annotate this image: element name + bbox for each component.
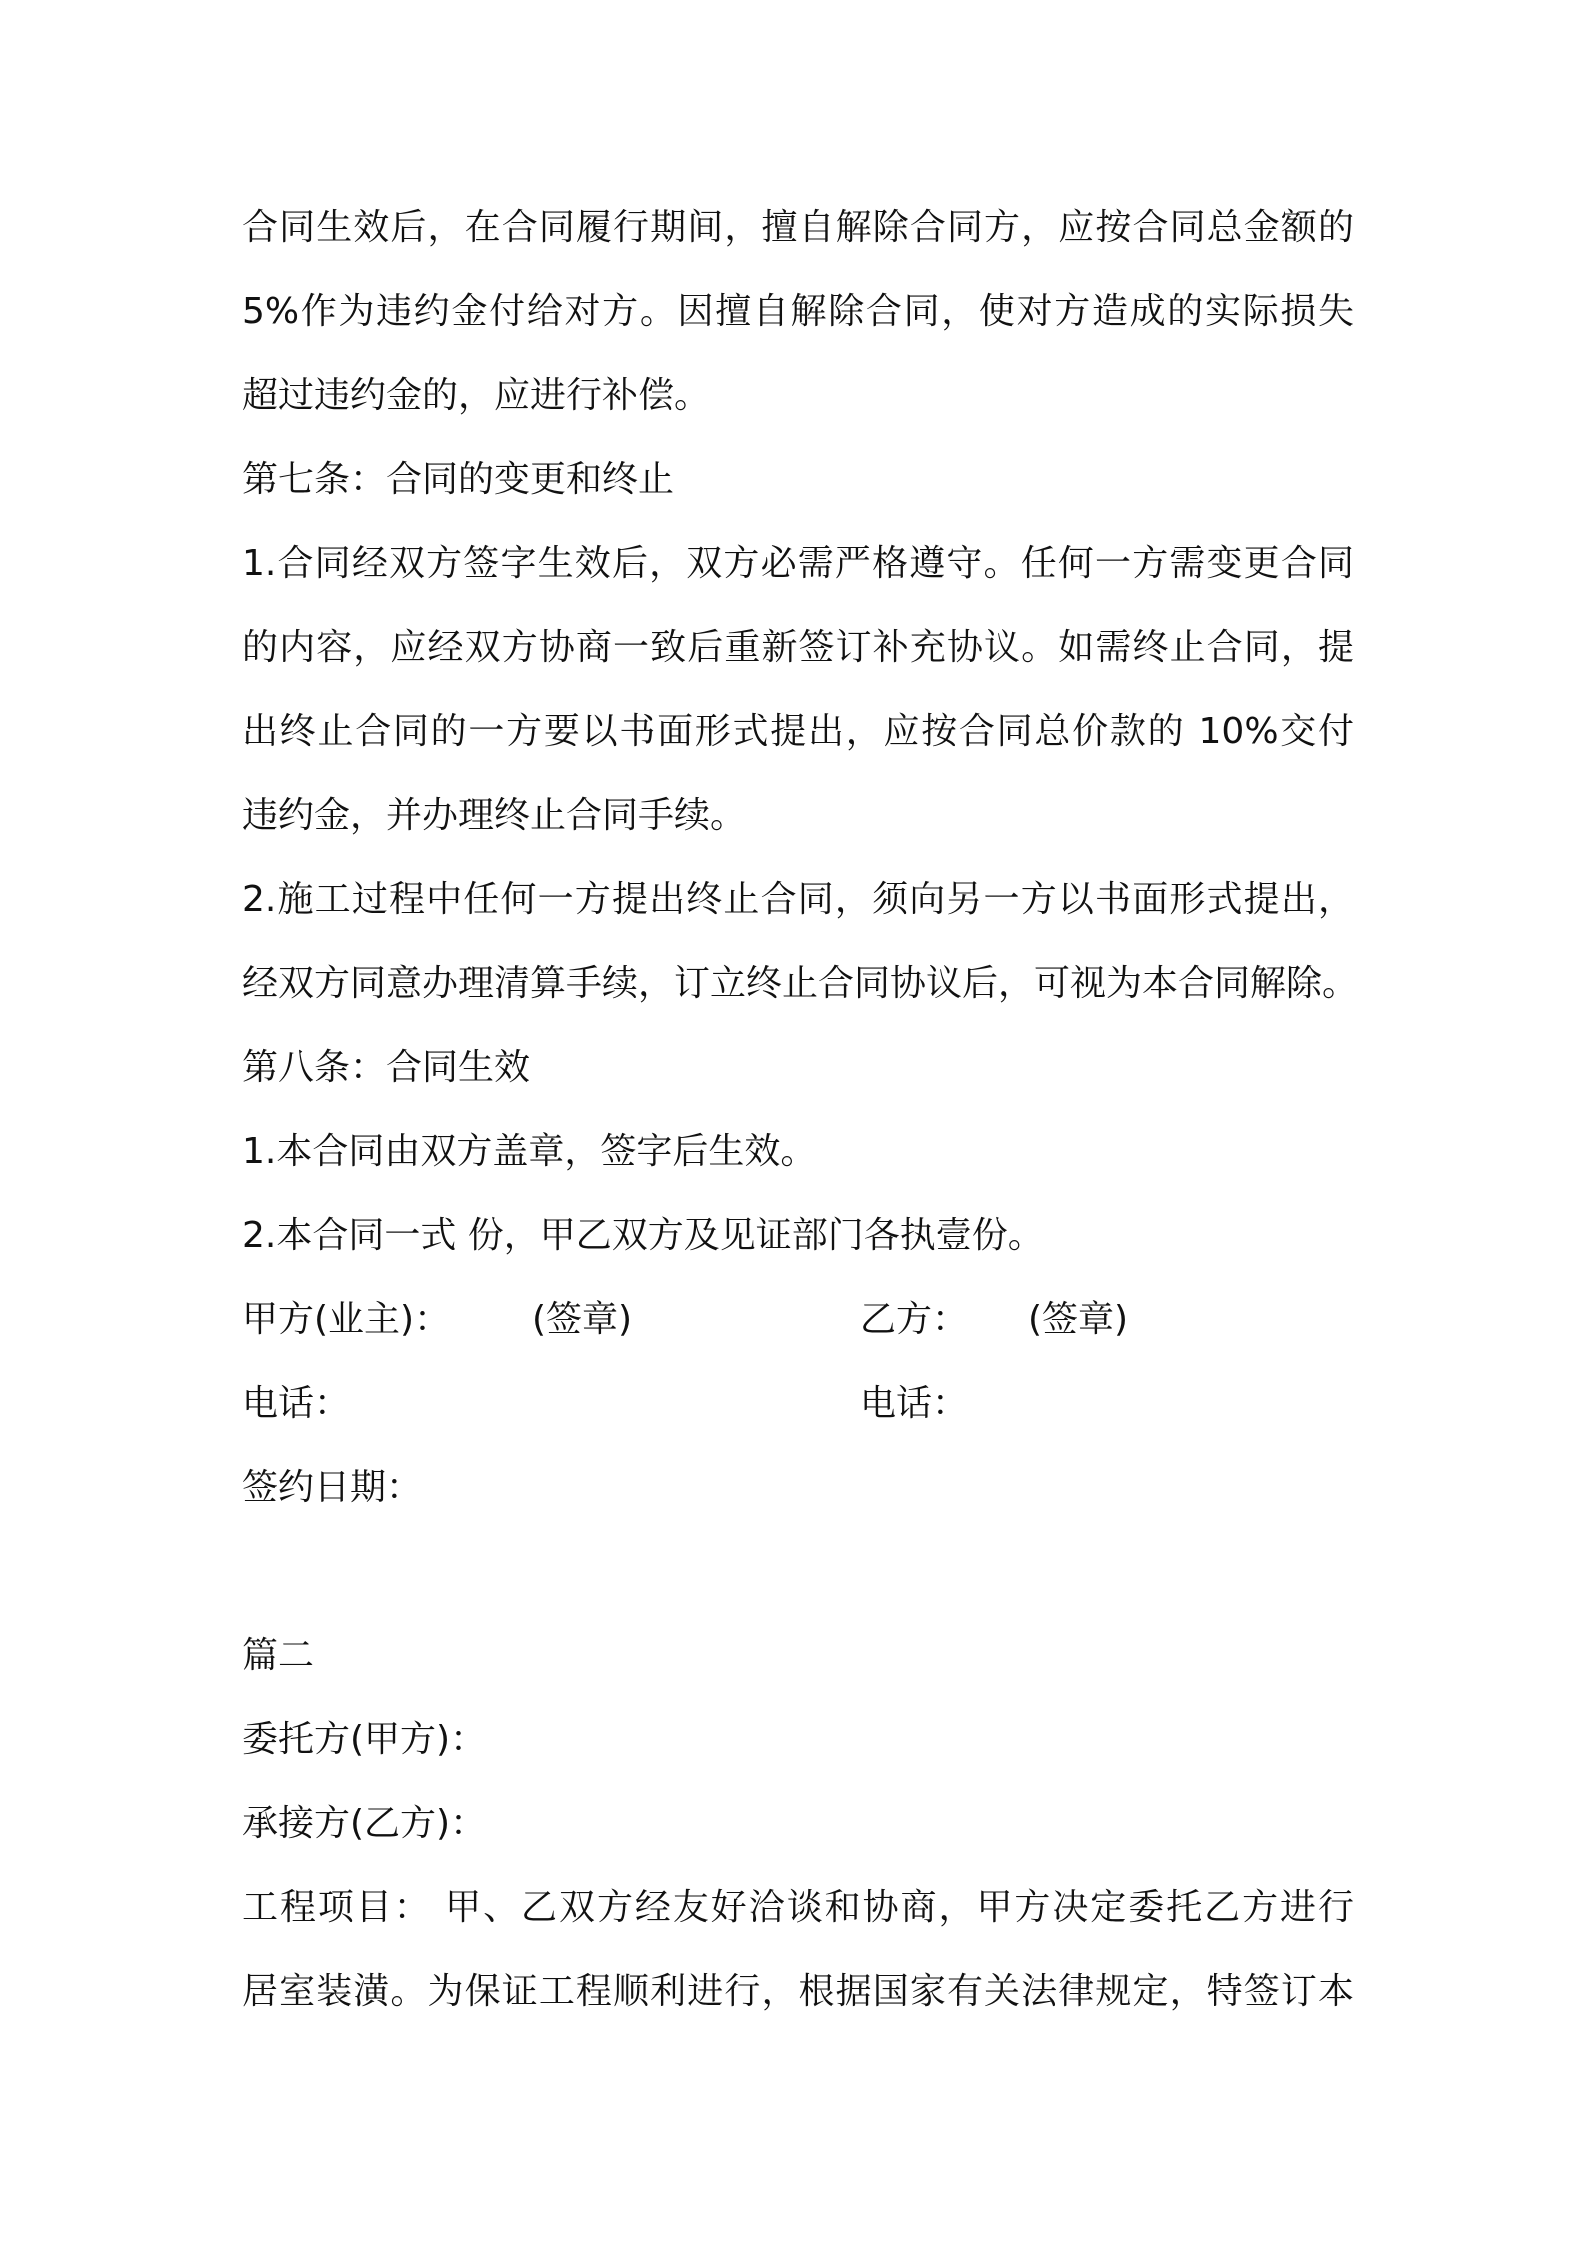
party-b-seal: (签章) bbox=[1028, 1299, 1129, 1340]
paragraph-line: 的内容，应经双方协商一致后重新签订补充协议。如需终止合同，提 bbox=[242, 627, 1354, 668]
paragraph-line: 1.本合同由双方盖章，签字后生效。 bbox=[242, 1131, 817, 1172]
paragraph-line: 1.合同经双方签字生效后，双方必需严格遵守。任何一方需变更合同 bbox=[242, 543, 1354, 584]
paragraph-line: 出终止合同的一方要以书面形式提出，应按合同总价款的 10%交付 bbox=[242, 711, 1354, 752]
client-label: 委托方(甲方)： bbox=[242, 1719, 487, 1760]
phone-b-label: 电话： bbox=[860, 1383, 969, 1424]
paragraph-line: 超过违约金的，应进行补偿。 bbox=[242, 375, 711, 416]
paragraph-line: 5%作为违约金付给对方。因擅自解除合同，使对方造成的实际损失 bbox=[242, 291, 1354, 332]
section-heading: 第七条：合同的变更和终止 bbox=[242, 459, 675, 500]
paragraph-line: 工程项目： 甲、乙双方经友好洽谈和协商，甲方决定委托乙方进行 bbox=[242, 1887, 1354, 1928]
party-a-seal: (签章) bbox=[532, 1299, 633, 1340]
paragraph-line: 合同生效后，在合同履行期间，擅自解除合同方，应按合同总金额的 bbox=[242, 207, 1354, 248]
party-a-label: 甲方(业主)： bbox=[242, 1299, 451, 1340]
paragraph-line: 违约金，并办理终止合同手续。 bbox=[242, 795, 747, 836]
paragraph-line: 经双方同意办理清算手续，订立终止合同协议后，可视为本合同解除。 bbox=[242, 963, 1359, 1004]
party-b-label: 乙方： bbox=[860, 1299, 969, 1340]
paragraph-line: 居室装潢。为保证工程顺利进行，根据国家有关法律规定，特签订本 bbox=[242, 1971, 1354, 2012]
sign-date-label: 签约日期： bbox=[242, 1467, 423, 1508]
part-heading: 篇二 bbox=[242, 1635, 315, 1676]
contractor-label: 承接方(乙方)： bbox=[242, 1803, 487, 1844]
section-heading: 第八条：合同生效 bbox=[242, 1047, 531, 1088]
signature-row bbox=[0, 1296, 1586, 1344]
phone-a-label: 电话： bbox=[242, 1383, 351, 1424]
paragraph-line: 2.本合同一式 份，甲乙双方及见证部门各执壹份。 bbox=[242, 1215, 1044, 1256]
phone-row bbox=[0, 1380, 1586, 1428]
paragraph-line: 2.施工过程中任何一方提出终止合同，须向另一方以书面形式提出， bbox=[242, 879, 1354, 920]
